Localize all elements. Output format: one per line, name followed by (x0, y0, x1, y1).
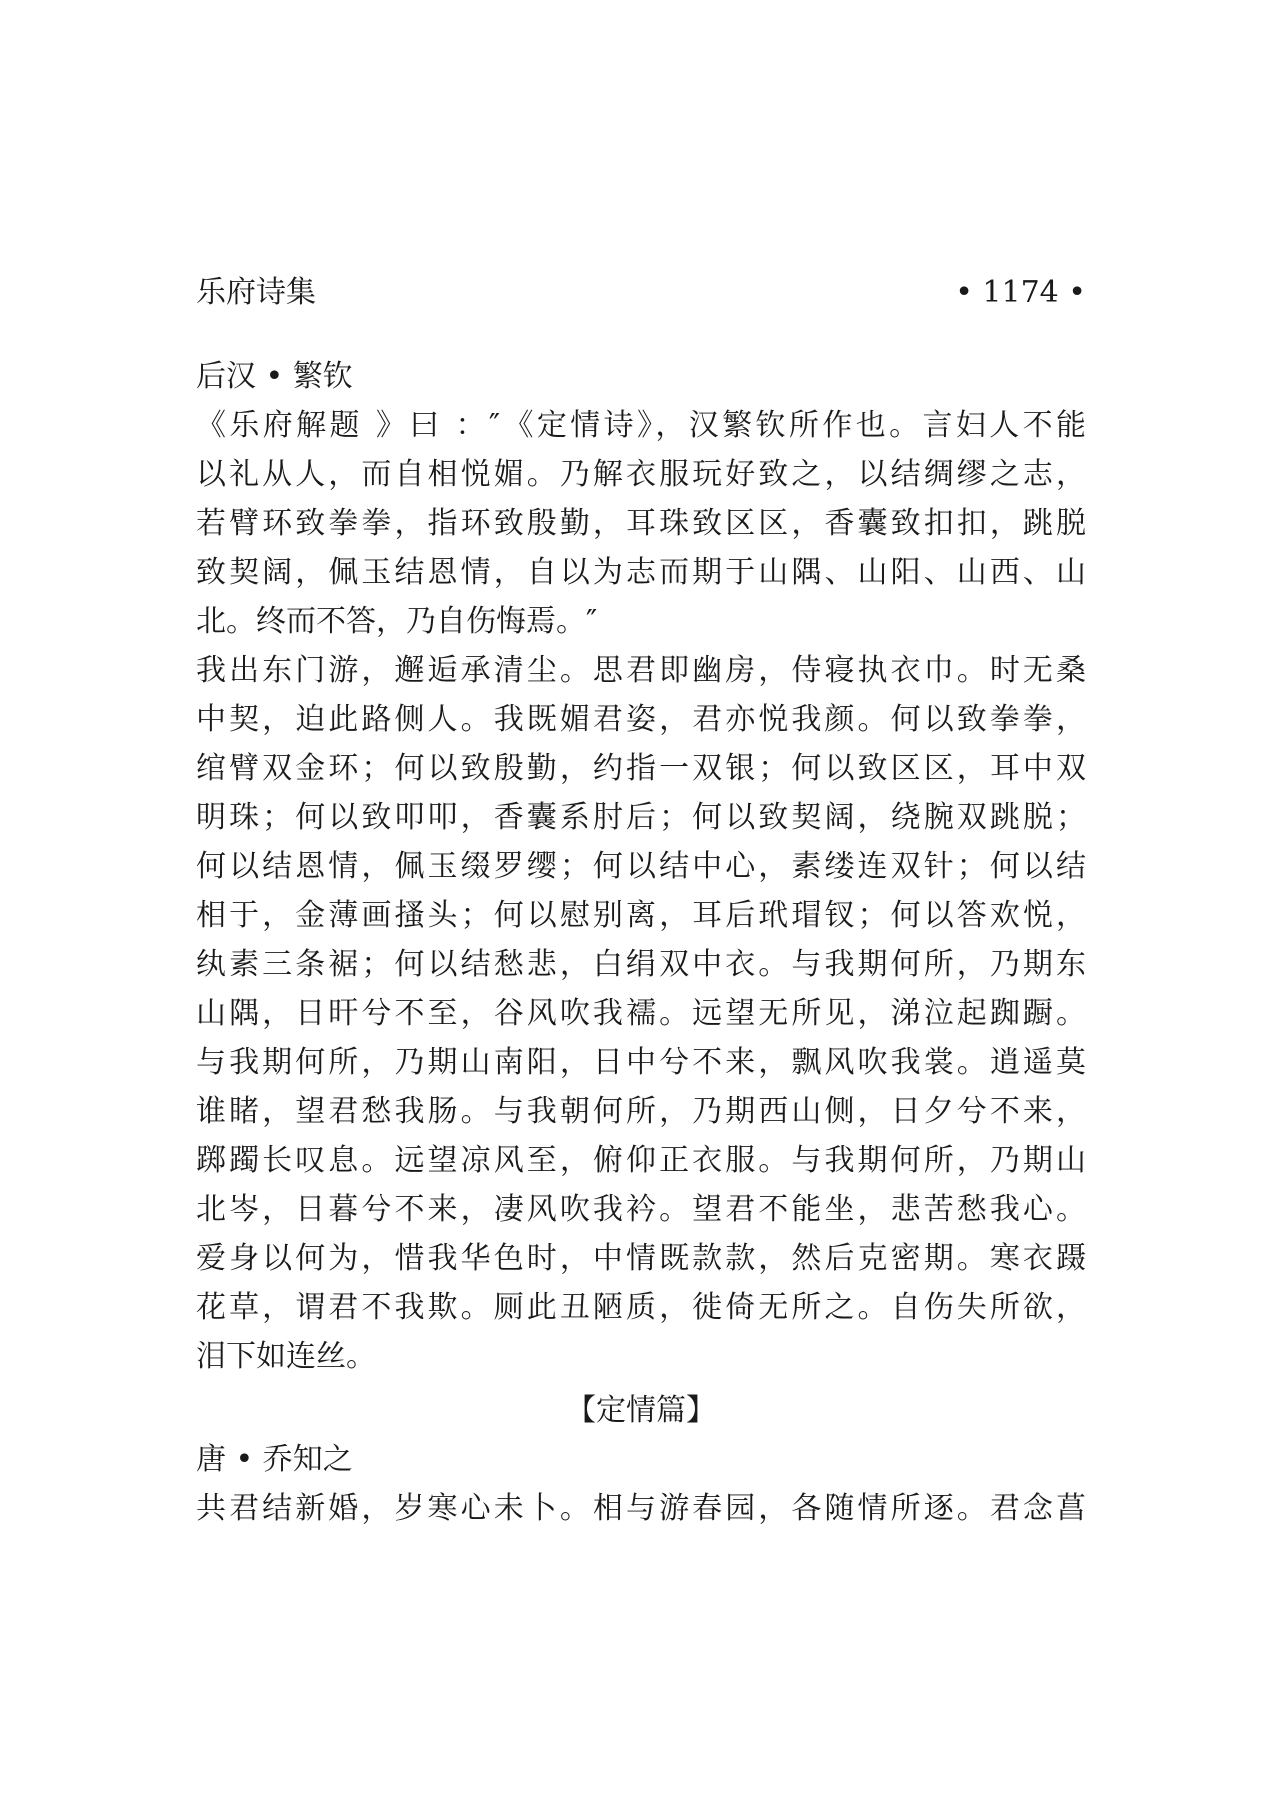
preface-block (196, 401, 1086, 646)
poem-section-dingqing-pian (196, 1386, 1086, 1533)
poem-line: 绾臂双金环；何以致殷勤，约指一双银；何以致区区，耳中双 (196, 751, 1086, 786)
poem-author: 唐 • 乔知之 (196, 1442, 353, 1477)
page-header (196, 268, 1086, 318)
poem-body (196, 1484, 1086, 1533)
poem-author: 后汉 • 繁钦 (196, 359, 353, 394)
poem-line: 北岑，日暮兮不来，凄风吹我衿。望君不能坐，悲苦愁我心。 (196, 1192, 1086, 1227)
poem-line: 花草，谓君不我欺。厕此丑陋质，徙倚无所之。自伤失所欲， (196, 1290, 1086, 1325)
poem-line: 相于，金薄画搔头；何以慰别离，耳后玳瑁钗；何以答欢悦， (196, 898, 1086, 933)
poem-line: 山隅，日旰兮不至，谷风吹我襦。远望无所见，涕泣起踟蹰。 (196, 996, 1086, 1031)
poem-section-dingqing-shi (196, 352, 1086, 1381)
poem-line: 何以结恩情，佩玉缀罗缨；何以结中心，素缕连双针；何以结 (196, 849, 1086, 884)
preface-line: 《乐府解题 》曰 ：″《定情诗》，汉繁钦所作也。言妇人不能 (196, 408, 1086, 443)
preface-line: 若臂环致拳拳，指环致殷勤，耳珠致区区，香囊致扣扣，跳脱 (196, 506, 1086, 541)
preface-line: 以礼从人，而自相悦媚。乃解衣服玩好致之，以结绸缪之志， (196, 457, 1086, 492)
poem-line: 明珠；何以致叩叩，香囊系肘后；何以致契阔，绕腕双跳脱； (196, 800, 1086, 835)
poem-line: 谁睹，望君愁我肠。与我朝何所，乃期西山侧，日夕兮不来， (196, 1094, 1086, 1129)
poem-line: 踯躅长叹息。远望凉风至，俯仰正衣服。与我期何所，乃期山 (196, 1143, 1086, 1178)
page-number: • 1174 • (955, 275, 1086, 310)
preface-line: 北。终而不答，乃自伤悔焉。″ (196, 604, 598, 639)
poem-body (196, 646, 1086, 1381)
preface-line: 致契阔，佩玉结恩情，自以为志而期于山隅、山阳、山西、山 (196, 555, 1086, 590)
poem-line: 中契，迫此路侧人。我既媚君姿，君亦悦我颜。何以致拳拳， (196, 702, 1086, 737)
poem-line: 与我期何所，乃期山南阳，日中兮不来，飘风吹我裳。逍遥莫 (196, 1045, 1086, 1080)
poem-line: 我出东门游，邂逅承清尘。思君即幽房，侍寝执衣巾。时无桑 (196, 653, 1086, 688)
document-page (196, 0, 1086, 1795)
poem-line: 泪下如连丝。 (196, 1339, 376, 1374)
poem-line: 共君结新婚，岁寒心未卜。相与游春园，各随情所逐。君念菖 (196, 1491, 1086, 1526)
book-title: 乐府诗集 (196, 275, 316, 310)
poem-title: 【定情篇】 (566, 1393, 716, 1428)
poem-line: 纨素三条裾；何以结愁悲，白绢双中衣。与我期何所，乃期东 (196, 947, 1086, 982)
poem-line: 爱身以何为，惜我华色时，中情既款款，然后克密期。寒衣蹑 (196, 1241, 1086, 1276)
